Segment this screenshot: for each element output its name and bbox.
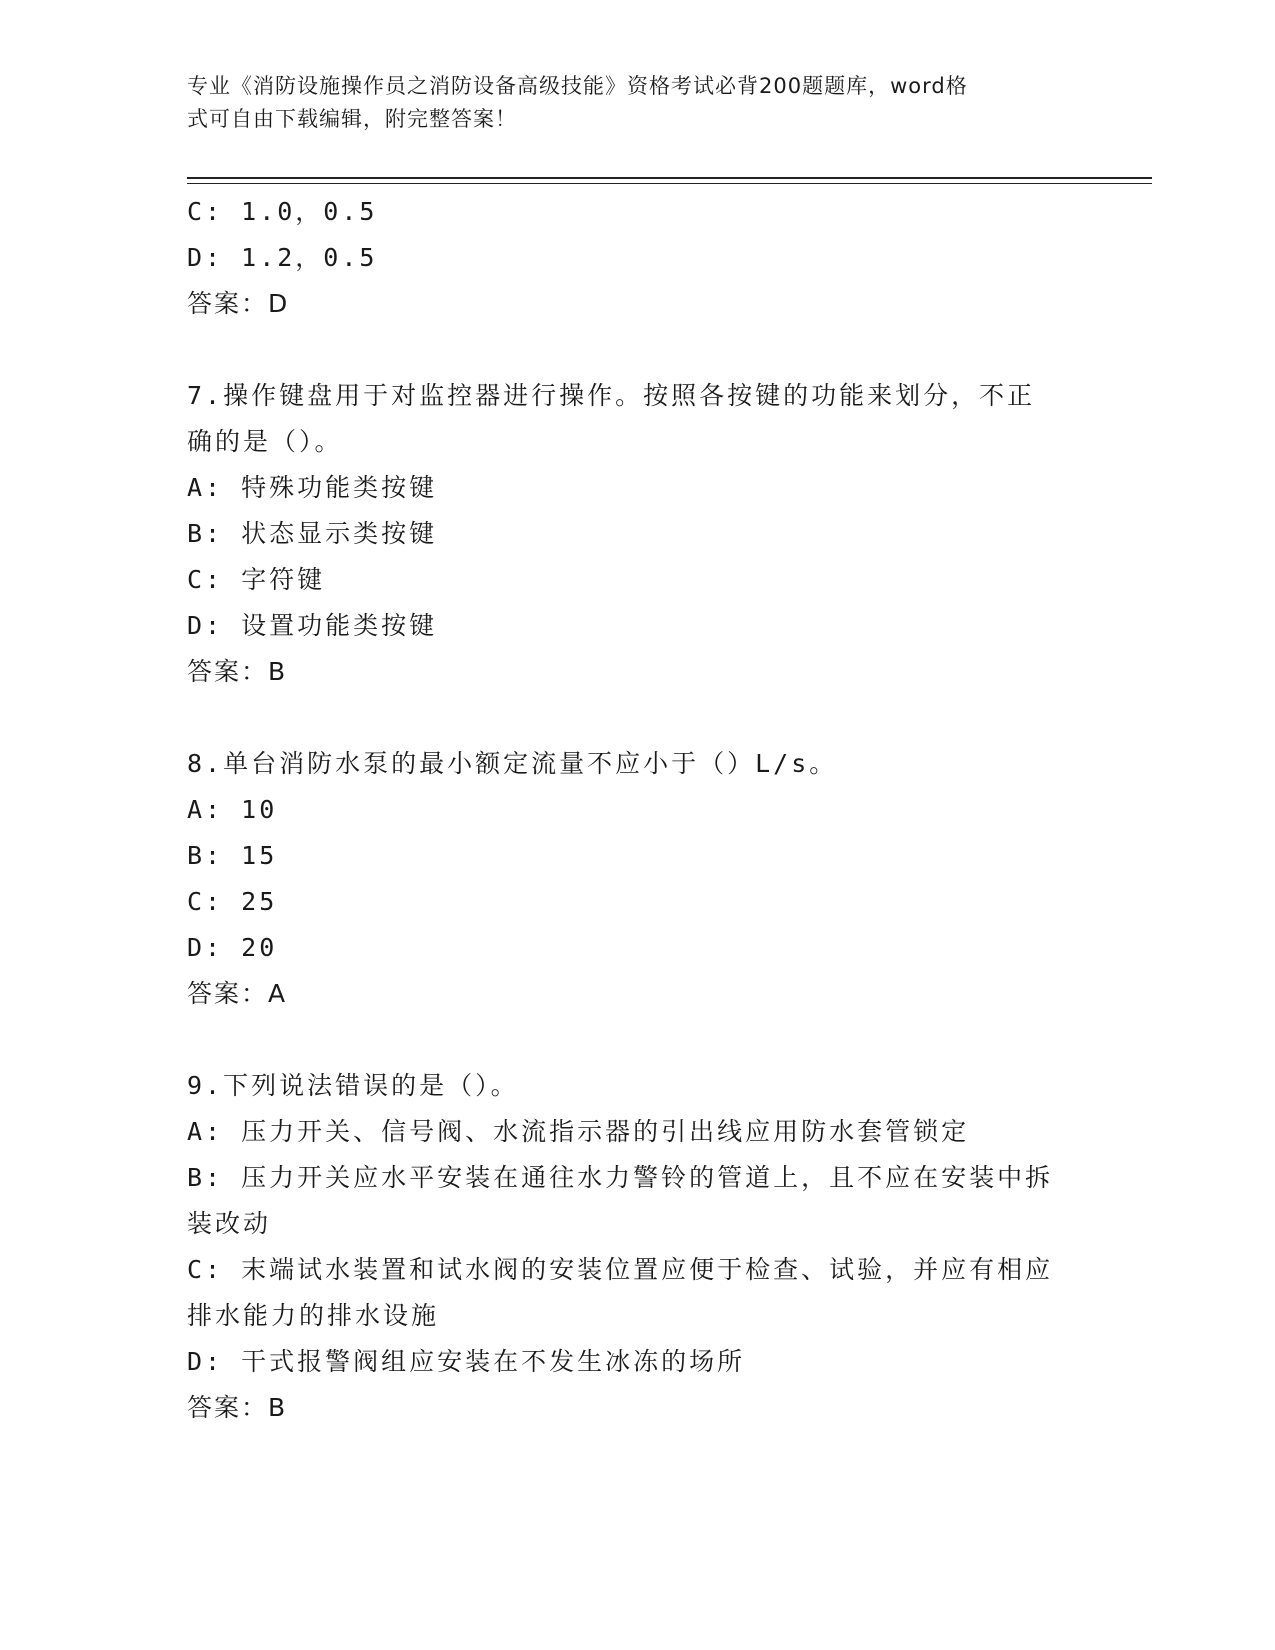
question-block [187,741,1087,1017]
option-d: D: 设置功能类按键 [187,611,438,640]
option-c: C: 1.0，0.5 [187,197,378,226]
option-c-continued: 排水能力的排水设施 [187,1301,440,1330]
option-a: A: 10 [187,795,278,824]
answer-line: 答案：B [187,657,288,686]
document-header [187,70,1067,136]
question-list [187,189,1087,1431]
option-c: C: 25 [187,887,278,916]
option-d: D: 1.2，0.5 [187,243,378,272]
option-c: C: 末端试水装置和试水阀的安装位置应便于检查、试验，并应有相应 [187,1255,1054,1284]
header-rule-thin [187,183,1152,184]
option-b: B: 15 [187,841,278,870]
question-block [187,373,1087,695]
question-stem: 确的是（）。 [187,427,343,456]
question-stem: 7.操作键盘用于对监控器进行操作。按照各按键的功能来划分，不正 [187,381,1036,410]
answer-line: 答案：A [187,979,288,1008]
option-c: C: 字符键 [187,565,326,594]
header-line-2: 式可自由下载编辑，附完整答案！ [187,107,517,131]
answer-line: 答案：D [187,289,290,318]
block-gap [187,695,1087,741]
header-line-1: 专业《消防设施操作员之消防设备高级技能》资格考试必背200题题库，word格 [187,74,968,98]
option-b: B: 状态显示类按键 [187,519,438,548]
option-a: A: 压力开关、信号阀、水流指示器的引出线应用防水套管锁定 [187,1117,970,1146]
option-d: D: 20 [187,933,278,962]
option-a: A: 特殊功能类按键 [187,473,438,502]
question-stem: 9.下列说法错误的是（）。 [187,1071,519,1100]
option-b: B: 压力开关应水平安装在通往水力警铃的管道上，且不应在安装中拆 [187,1163,1054,1192]
option-d: D: 干式报警阀组应安装在不发生冰冻的场所 [187,1347,746,1376]
block-gap [187,327,1087,373]
header-rule-thick [187,177,1152,179]
answer-line: 答案：B [187,1393,288,1422]
option-b-continued: 装改动 [187,1209,272,1238]
question-block [187,189,1087,327]
question-block [187,1063,1087,1431]
question-stem: 8.单台消防水泵的最小额定流量不应小于（）L/s。 [187,749,838,778]
block-gap [187,1017,1087,1063]
